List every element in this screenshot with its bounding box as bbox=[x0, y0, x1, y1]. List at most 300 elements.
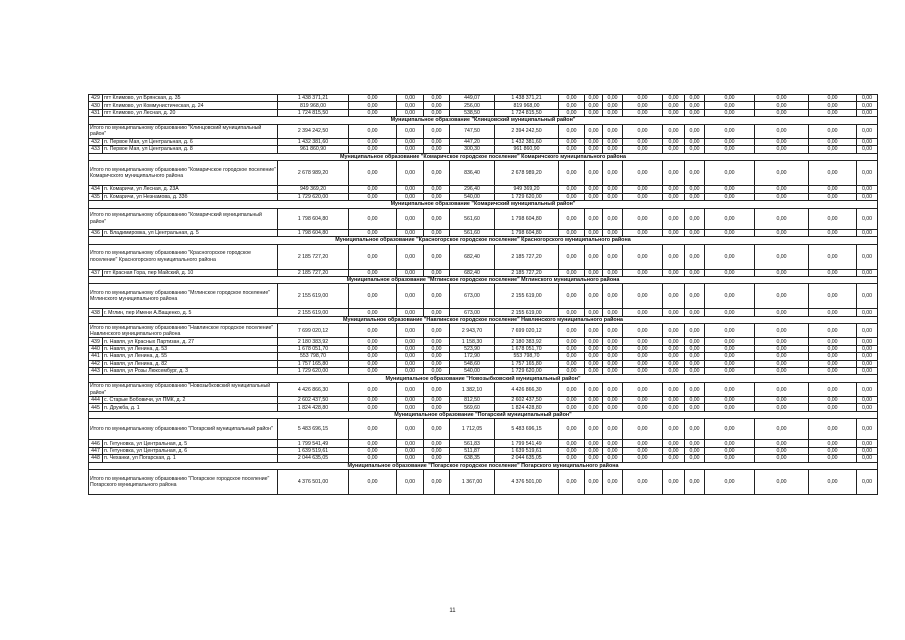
value-cell: 0,00 bbox=[349, 161, 397, 186]
value-cell: 0,00 bbox=[685, 345, 705, 352]
value-cell: 0,00 bbox=[603, 124, 623, 138]
value-cell: 0,00 bbox=[685, 368, 705, 375]
value-cell: 0,00 bbox=[623, 161, 663, 186]
section-title: Муниципальное образование "Новозыбковский муниципальный район" bbox=[89, 375, 878, 383]
row-number: 440 bbox=[89, 345, 103, 352]
total-row bbox=[89, 124, 878, 138]
value-cell: 0,00 bbox=[397, 338, 424, 345]
value-cell: 0,00 bbox=[424, 470, 450, 495]
value-cell: 0,00 bbox=[857, 455, 878, 462]
value-cell: 0,00 bbox=[424, 124, 450, 138]
value-cell: 0,00 bbox=[663, 284, 685, 309]
value-cell: 0,00 bbox=[685, 109, 705, 116]
value-cell: 4 426 866,30 bbox=[495, 383, 559, 397]
value-cell: 0,00 bbox=[755, 146, 809, 153]
value-cell: 1 729 620,00 bbox=[278, 368, 349, 375]
value-cell: 0,00 bbox=[685, 404, 705, 411]
value-cell: 0,00 bbox=[559, 138, 585, 145]
value-cell: 0,00 bbox=[585, 447, 603, 454]
value-cell: 1 438 371,21 bbox=[278, 95, 349, 102]
value-cell: 0,00 bbox=[424, 309, 450, 316]
value-cell: 0,00 bbox=[755, 229, 809, 236]
value-cell: 2 394 242,50 bbox=[278, 124, 349, 138]
address-cell: пгт Климово, ул Лесная, д. 20 bbox=[103, 109, 278, 116]
value-cell: 0,00 bbox=[623, 440, 663, 447]
value-cell: 0,00 bbox=[585, 269, 603, 276]
value-cell: 0,00 bbox=[705, 95, 755, 102]
value-cell: 4 426 866,30 bbox=[278, 383, 349, 397]
value-cell: 0,00 bbox=[397, 109, 424, 116]
value-cell: 0,00 bbox=[755, 109, 809, 116]
value-cell: 0,00 bbox=[857, 109, 878, 116]
value-cell: 0,00 bbox=[397, 186, 424, 193]
value-cell: 0,00 bbox=[623, 360, 663, 367]
value-cell: 0,00 bbox=[397, 353, 424, 360]
value-cell: 0,00 bbox=[623, 186, 663, 193]
table-row bbox=[89, 345, 878, 352]
value-cell: 0,00 bbox=[424, 440, 450, 447]
value-cell: 5 483 696,15 bbox=[495, 419, 559, 440]
value-cell: 0,00 bbox=[663, 470, 685, 495]
value-cell: 0,00 bbox=[755, 353, 809, 360]
value-cell: 0,00 bbox=[397, 470, 424, 495]
value-cell: 0,00 bbox=[397, 208, 424, 229]
total-row bbox=[89, 284, 878, 309]
value-cell: 0,00 bbox=[705, 353, 755, 360]
value-cell: 0,00 bbox=[424, 193, 450, 200]
value-cell: 0,00 bbox=[809, 470, 857, 495]
value-cell: 1 799 541,49 bbox=[278, 440, 349, 447]
value-cell: 0,00 bbox=[603, 229, 623, 236]
value-cell: 296,40 bbox=[450, 186, 495, 193]
value-cell: 0,00 bbox=[663, 353, 685, 360]
section-title: Муниципальное образование "Красногорское городское поселение" Красногорского муниципального района bbox=[89, 236, 878, 244]
value-cell: 0,00 bbox=[705, 309, 755, 316]
value-cell: 0,00 bbox=[585, 419, 603, 440]
address-cell: п. Гетуновка, ул Центральная, д. 5 bbox=[103, 440, 278, 447]
value-cell: 0,00 bbox=[809, 455, 857, 462]
value-cell: 0,00 bbox=[623, 455, 663, 462]
value-cell: 0,00 bbox=[559, 338, 585, 345]
value-cell: 0,00 bbox=[809, 360, 857, 367]
value-cell: 0,00 bbox=[809, 383, 857, 397]
value-cell: 819 968,00 bbox=[495, 102, 559, 109]
value-cell: 0,00 bbox=[424, 419, 450, 440]
value-cell: 0,00 bbox=[685, 419, 705, 440]
value-cell: 0,00 bbox=[397, 284, 424, 309]
value-cell: 0,00 bbox=[559, 161, 585, 186]
section-header-row bbox=[89, 276, 878, 284]
row-number: 436 bbox=[89, 229, 103, 236]
value-cell: 0,00 bbox=[809, 447, 857, 454]
value-cell: 0,00 bbox=[349, 138, 397, 145]
value-cell: 0,00 bbox=[623, 109, 663, 116]
value-cell: 0,00 bbox=[349, 345, 397, 352]
value-cell: 0,00 bbox=[705, 368, 755, 375]
value-cell: 0,00 bbox=[685, 353, 705, 360]
value-cell: 0,00 bbox=[755, 161, 809, 186]
table-row bbox=[89, 193, 878, 200]
value-cell: 0,00 bbox=[663, 383, 685, 397]
value-cell: 1 798 604,80 bbox=[495, 208, 559, 229]
value-cell: 0,00 bbox=[623, 404, 663, 411]
table-row bbox=[89, 353, 878, 360]
value-cell: 0,00 bbox=[603, 324, 623, 338]
value-cell: 0,00 bbox=[857, 338, 878, 345]
value-cell: 0,00 bbox=[603, 455, 623, 462]
value-cell: 0,00 bbox=[559, 193, 585, 200]
value-cell: 0,00 bbox=[585, 102, 603, 109]
value-cell: 0,00 bbox=[559, 419, 585, 440]
value-cell: 0,00 bbox=[603, 345, 623, 352]
value-cell: 0,00 bbox=[685, 470, 705, 495]
address-cell: п. Комаричи, ул Лесная, д. 23А bbox=[103, 186, 278, 193]
section-title: Муниципальное образование "Навлинское городское поселение" Навлинского муниципального района bbox=[89, 316, 878, 324]
value-cell: 1 824 428,80 bbox=[495, 404, 559, 411]
value-cell: 2 180 383,92 bbox=[495, 338, 559, 345]
value-cell: 0,00 bbox=[603, 193, 623, 200]
value-cell: 949 369,20 bbox=[495, 186, 559, 193]
value-cell: 0,00 bbox=[809, 102, 857, 109]
value-cell: 0,00 bbox=[685, 146, 705, 153]
value-cell: 0,00 bbox=[623, 368, 663, 375]
value-cell: 0,00 bbox=[559, 353, 585, 360]
value-cell: 0,00 bbox=[809, 229, 857, 236]
value-cell: 1 367,00 bbox=[450, 470, 495, 495]
value-cell: 0,00 bbox=[623, 419, 663, 440]
value-cell: 638,35 bbox=[450, 455, 495, 462]
value-cell: 0,00 bbox=[705, 284, 755, 309]
capital-repair-table bbox=[88, 94, 878, 495]
value-cell: 0,00 bbox=[755, 186, 809, 193]
value-cell: 0,00 bbox=[809, 324, 857, 338]
value-cell: 0,00 bbox=[705, 109, 755, 116]
value-cell: 1 729 620,00 bbox=[495, 193, 559, 200]
value-cell: 0,00 bbox=[663, 324, 685, 338]
value-cell: 2 943,70 bbox=[450, 324, 495, 338]
address-cell: п. Первое Мая, ул Центральная, д. 8 bbox=[103, 146, 278, 153]
value-cell: 0,00 bbox=[559, 383, 585, 397]
value-cell: 0,00 bbox=[663, 124, 685, 138]
value-cell: 0,00 bbox=[603, 368, 623, 375]
value-cell: 1 798 604,80 bbox=[495, 229, 559, 236]
value-cell: 0,00 bbox=[685, 360, 705, 367]
section-header-row bbox=[89, 200, 878, 208]
value-cell: 0,00 bbox=[397, 138, 424, 145]
value-cell: 0,00 bbox=[663, 368, 685, 375]
value-cell: 0,00 bbox=[603, 284, 623, 309]
value-cell: 0,00 bbox=[705, 447, 755, 454]
table-row bbox=[89, 102, 878, 109]
value-cell: 0,00 bbox=[424, 269, 450, 276]
value-cell: 0,00 bbox=[755, 208, 809, 229]
value-cell: 0,00 bbox=[857, 404, 878, 411]
value-cell: 673,00 bbox=[450, 284, 495, 309]
value-cell: 0,00 bbox=[559, 124, 585, 138]
total-row bbox=[89, 161, 878, 186]
row-number: 437 bbox=[89, 269, 103, 276]
value-cell: 0,00 bbox=[559, 208, 585, 229]
value-cell: 0,00 bbox=[424, 455, 450, 462]
value-cell: 0,00 bbox=[705, 193, 755, 200]
value-cell: 0,00 bbox=[603, 95, 623, 102]
value-cell: 0,00 bbox=[397, 419, 424, 440]
value-cell: 0,00 bbox=[585, 324, 603, 338]
address-cell: п. Комаричи, ул Незнамова, д. 33б bbox=[103, 193, 278, 200]
value-cell: 0,00 bbox=[685, 138, 705, 145]
value-cell: 0,00 bbox=[705, 397, 755, 404]
value-cell: 0,00 bbox=[623, 244, 663, 269]
value-cell: 2 044 635,05 bbox=[495, 455, 559, 462]
table-row bbox=[89, 138, 878, 145]
value-cell: 0,00 bbox=[755, 95, 809, 102]
row-number: 429 bbox=[89, 95, 103, 102]
value-cell: 0,00 bbox=[857, 309, 878, 316]
value-cell: 0,00 bbox=[559, 229, 585, 236]
table-row bbox=[89, 229, 878, 236]
value-cell: 0,00 bbox=[603, 309, 623, 316]
value-cell: 0,00 bbox=[857, 244, 878, 269]
value-cell: 2 180 383,92 bbox=[278, 338, 349, 345]
value-cell: 0,00 bbox=[809, 109, 857, 116]
value-cell: 0,00 bbox=[349, 146, 397, 153]
value-cell: 0,00 bbox=[603, 360, 623, 367]
value-cell: 0,00 bbox=[559, 244, 585, 269]
value-cell: 0,00 bbox=[857, 324, 878, 338]
section-header-row bbox=[89, 411, 878, 419]
value-cell: 7 699 020,12 bbox=[495, 324, 559, 338]
value-cell: 0,00 bbox=[349, 124, 397, 138]
section-title: Муниципальное образование "Комаричский муниципальный район" bbox=[89, 200, 878, 208]
value-cell: 0,00 bbox=[349, 193, 397, 200]
value-cell: 4 376 501,00 bbox=[495, 470, 559, 495]
value-cell: 0,00 bbox=[603, 338, 623, 345]
value-cell: 0,00 bbox=[623, 138, 663, 145]
value-cell: 0,00 bbox=[424, 109, 450, 116]
value-cell: 0,00 bbox=[663, 447, 685, 454]
value-cell: 2 155 619,00 bbox=[495, 284, 559, 309]
table-row bbox=[89, 146, 878, 153]
value-cell: 0,00 bbox=[809, 124, 857, 138]
value-cell: 0,00 bbox=[705, 338, 755, 345]
value-cell: 0,00 bbox=[349, 447, 397, 454]
row-number: 444 bbox=[89, 397, 103, 404]
value-cell: 0,00 bbox=[585, 397, 603, 404]
value-cell: 0,00 bbox=[424, 447, 450, 454]
total-row bbox=[89, 383, 878, 397]
value-cell: 0,00 bbox=[663, 338, 685, 345]
value-cell: 0,00 bbox=[623, 124, 663, 138]
value-cell: 447,20 bbox=[450, 138, 495, 145]
value-cell: 1 757 165,80 bbox=[278, 360, 349, 367]
total-row bbox=[89, 244, 878, 269]
value-cell: 0,00 bbox=[397, 368, 424, 375]
value-cell: 0,00 bbox=[685, 338, 705, 345]
value-cell: 812,50 bbox=[450, 397, 495, 404]
value-cell: 0,00 bbox=[705, 146, 755, 153]
value-cell: 0,00 bbox=[397, 440, 424, 447]
value-cell: 819 968,00 bbox=[278, 102, 349, 109]
table-row bbox=[89, 404, 878, 411]
address-cell: п. Навля, ул Ленина, д. 82 bbox=[103, 360, 278, 367]
value-cell: 0,00 bbox=[603, 161, 623, 186]
total-label: Итого по муниципальному образованию "Погарское городское поселение" Погарского муниципального района bbox=[89, 470, 278, 495]
value-cell: 0,00 bbox=[755, 138, 809, 145]
value-cell: 0,00 bbox=[857, 353, 878, 360]
value-cell: 0,00 bbox=[559, 397, 585, 404]
value-cell: 0,00 bbox=[809, 353, 857, 360]
value-cell: 0,00 bbox=[857, 397, 878, 404]
value-cell: 0,00 bbox=[809, 208, 857, 229]
value-cell: 0,00 bbox=[585, 309, 603, 316]
value-cell: 0,00 bbox=[397, 397, 424, 404]
value-cell: 0,00 bbox=[705, 345, 755, 352]
value-cell: 0,00 bbox=[585, 368, 603, 375]
value-cell: 0,00 bbox=[623, 193, 663, 200]
value-cell: 0,00 bbox=[685, 324, 705, 338]
row-number: 435 bbox=[89, 193, 103, 200]
value-cell: 0,00 bbox=[603, 186, 623, 193]
value-cell: 0,00 bbox=[755, 368, 809, 375]
value-cell: 0,00 bbox=[397, 269, 424, 276]
value-cell: 0,00 bbox=[705, 383, 755, 397]
value-cell: 0,00 bbox=[755, 345, 809, 352]
value-cell: 0,00 bbox=[349, 284, 397, 309]
value-cell: 0,00 bbox=[603, 440, 623, 447]
value-cell: 0,00 bbox=[685, 161, 705, 186]
value-cell: 0,00 bbox=[349, 440, 397, 447]
value-cell: 0,00 bbox=[603, 447, 623, 454]
value-cell: 172,90 bbox=[450, 353, 495, 360]
value-cell: 0,00 bbox=[809, 146, 857, 153]
value-cell: 0,00 bbox=[559, 269, 585, 276]
value-cell: 0,00 bbox=[663, 397, 685, 404]
value-cell: 0,00 bbox=[663, 309, 685, 316]
value-cell: 0,00 bbox=[349, 455, 397, 462]
value-cell: 1 678 051,70 bbox=[495, 345, 559, 352]
value-cell: 0,00 bbox=[755, 397, 809, 404]
value-cell: 0,00 bbox=[397, 102, 424, 109]
value-cell: 0,00 bbox=[623, 208, 663, 229]
value-cell: 2 602 437,50 bbox=[495, 397, 559, 404]
total-row bbox=[89, 324, 878, 338]
value-cell: 0,00 bbox=[623, 102, 663, 109]
value-cell: 0,00 bbox=[424, 404, 450, 411]
section-title: Муниципальное образование "Погарский муниципальный район" bbox=[89, 411, 878, 419]
row-number: 448 bbox=[89, 455, 103, 462]
value-cell: 0,00 bbox=[559, 95, 585, 102]
value-cell: 0,00 bbox=[857, 440, 878, 447]
value-cell: 2 155 619,00 bbox=[278, 284, 349, 309]
value-cell: 836,40 bbox=[450, 161, 495, 186]
value-cell: 0,00 bbox=[585, 193, 603, 200]
value-cell: 561,60 bbox=[450, 229, 495, 236]
value-cell: 0,00 bbox=[603, 244, 623, 269]
value-cell: 0,00 bbox=[663, 404, 685, 411]
value-cell: 0,00 bbox=[705, 404, 755, 411]
value-cell: 0,00 bbox=[857, 345, 878, 352]
address-cell: п. Владимировка, ул Центральная, д. 5 bbox=[103, 229, 278, 236]
value-cell: 0,00 bbox=[857, 124, 878, 138]
value-cell: 7 699 020,12 bbox=[278, 324, 349, 338]
row-number: 445 bbox=[89, 404, 103, 411]
value-cell: 0,00 bbox=[424, 186, 450, 193]
value-cell: 0,00 bbox=[755, 269, 809, 276]
value-cell: 0,00 bbox=[603, 269, 623, 276]
value-cell: 0,00 bbox=[349, 95, 397, 102]
value-cell: 0,00 bbox=[685, 193, 705, 200]
value-cell: 0,00 bbox=[585, 455, 603, 462]
value-cell: 0,00 bbox=[397, 447, 424, 454]
value-cell: 561,60 bbox=[450, 208, 495, 229]
value-cell: 0,00 bbox=[559, 404, 585, 411]
value-cell: 0,00 bbox=[424, 95, 450, 102]
value-cell: 0,00 bbox=[755, 124, 809, 138]
section-title: Муниципальное образование "Погарское городское поселение" Погарского муниципального района bbox=[89, 462, 878, 470]
value-cell: 682,40 bbox=[450, 269, 495, 276]
section-title: Муниципальное образование "Комаричское городское поселение" Комаричского муниципального района bbox=[89, 153, 878, 161]
value-cell: 1 639 519,61 bbox=[278, 447, 349, 454]
value-cell: 0,00 bbox=[585, 95, 603, 102]
row-number: 430 bbox=[89, 102, 103, 109]
value-cell: 2 602 437,50 bbox=[278, 397, 349, 404]
value-cell: 0,00 bbox=[857, 193, 878, 200]
value-cell: 0,00 bbox=[397, 309, 424, 316]
value-cell: 0,00 bbox=[755, 447, 809, 454]
total-label: Итого по муниципальному образованию "Клинцовский муниципальный район" bbox=[89, 124, 278, 138]
value-cell: 0,00 bbox=[424, 324, 450, 338]
value-cell: 0,00 bbox=[349, 244, 397, 269]
value-cell: 0,00 bbox=[424, 338, 450, 345]
value-cell: 949 369,20 bbox=[278, 186, 349, 193]
row-number: 431 bbox=[89, 109, 103, 116]
value-cell: 0,00 bbox=[663, 109, 685, 116]
value-cell: 0,00 bbox=[585, 124, 603, 138]
value-cell: 1 798 604,80 bbox=[278, 229, 349, 236]
value-cell: 0,00 bbox=[809, 138, 857, 145]
value-cell: 2 185 727,20 bbox=[278, 244, 349, 269]
value-cell: 0,00 bbox=[603, 102, 623, 109]
value-cell: 2 394 242,50 bbox=[495, 124, 559, 138]
value-cell: 0,00 bbox=[857, 368, 878, 375]
address-cell: с. Старые Бобовичи, ул ПМК, д. 2 bbox=[103, 397, 278, 404]
value-cell: 0,00 bbox=[705, 124, 755, 138]
value-cell: 0,00 bbox=[755, 404, 809, 411]
value-cell: 548,60 bbox=[450, 360, 495, 367]
value-cell: 0,00 bbox=[559, 368, 585, 375]
value-cell: 569,60 bbox=[450, 404, 495, 411]
value-cell: 0,00 bbox=[705, 440, 755, 447]
value-cell: 0,00 bbox=[857, 470, 878, 495]
value-cell: 2 155 619,00 bbox=[495, 309, 559, 316]
table-row bbox=[89, 109, 878, 116]
value-cell: 0,00 bbox=[349, 186, 397, 193]
table-row bbox=[89, 338, 878, 345]
value-cell: 0,00 bbox=[663, 455, 685, 462]
value-cell: 682,40 bbox=[450, 244, 495, 269]
value-cell: 0,00 bbox=[603, 397, 623, 404]
value-cell: 256,00 bbox=[450, 102, 495, 109]
value-cell: 0,00 bbox=[857, 284, 878, 309]
value-cell: 0,00 bbox=[585, 404, 603, 411]
value-cell: 0,00 bbox=[685, 229, 705, 236]
value-cell: 1 639 519,61 bbox=[495, 447, 559, 454]
value-cell: 0,00 bbox=[397, 360, 424, 367]
value-cell: 0,00 bbox=[424, 208, 450, 229]
value-cell: 0,00 bbox=[663, 440, 685, 447]
value-cell: 0,00 bbox=[623, 309, 663, 316]
value-cell: 0,00 bbox=[559, 455, 585, 462]
